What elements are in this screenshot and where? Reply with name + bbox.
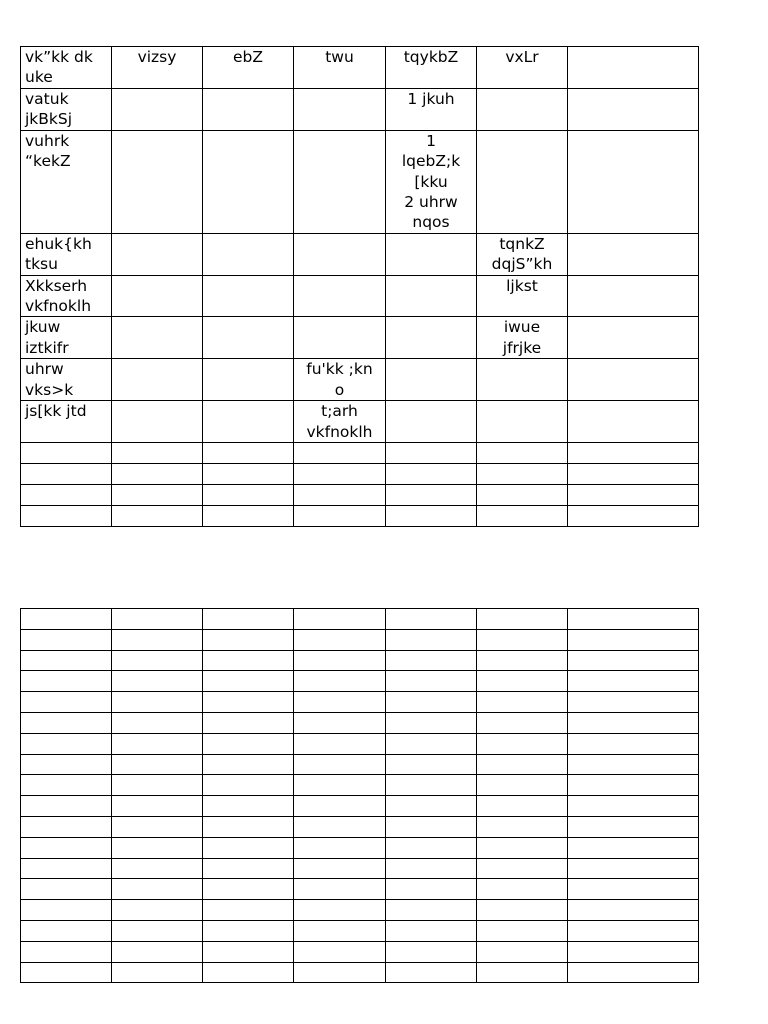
table-cell <box>203 671 294 692</box>
table-cell <box>568 464 699 485</box>
table-cell <box>568 712 699 733</box>
table-cell <box>477 89 568 131</box>
table-cell <box>203 506 294 527</box>
table-cell <box>112 796 203 817</box>
table-cell <box>21 879 112 900</box>
table-cell: fu'kk ;kn o <box>294 359 386 401</box>
table-cell: twu <box>294 47 386 89</box>
table-cell <box>386 233 477 275</box>
table-row <box>21 837 699 858</box>
table-cell <box>203 879 294 900</box>
table-cell <box>294 754 386 775</box>
table-cell <box>203 796 294 817</box>
table-cell <box>21 837 112 858</box>
table-cell <box>477 650 568 671</box>
table-cell <box>21 900 112 921</box>
table-cell <box>294 962 386 983</box>
table-cell <box>112 401 203 443</box>
table-cell <box>294 733 386 754</box>
table-cell <box>386 443 477 464</box>
table-cell <box>112 879 203 900</box>
table-row <box>21 275 699 317</box>
table-cell <box>568 233 699 275</box>
table-row <box>21 464 699 485</box>
table-cell <box>568 837 699 858</box>
table-row <box>21 650 699 671</box>
blank-table <box>20 608 699 983</box>
table-cell <box>294 275 386 317</box>
table-cell <box>568 671 699 692</box>
table-cell <box>386 464 477 485</box>
table-row <box>21 879 699 900</box>
table-cell <box>203 858 294 879</box>
table-cell <box>112 130 203 233</box>
table-cell <box>112 712 203 733</box>
table-cell <box>477 671 568 692</box>
table-cell <box>386 275 477 317</box>
table-cell <box>477 754 568 775</box>
table-cell <box>477 879 568 900</box>
table-cell <box>21 671 112 692</box>
table-cell <box>386 401 477 443</box>
table-cell <box>294 796 386 817</box>
table-row <box>21 485 699 506</box>
table-cell: jkuw iztkifr <box>21 317 112 359</box>
table-cell <box>112 920 203 941</box>
table-cell <box>477 837 568 858</box>
table-row <box>21 443 699 464</box>
table-cell <box>112 837 203 858</box>
table-cell <box>203 609 294 630</box>
table-cell <box>386 962 477 983</box>
table-cell <box>294 464 386 485</box>
table-cell <box>21 733 112 754</box>
table-cell <box>568 89 699 131</box>
table-cell <box>568 443 699 464</box>
table-cell <box>203 650 294 671</box>
table-cell: vizsy <box>112 47 203 89</box>
table-cell <box>477 712 568 733</box>
table-cell <box>294 775 386 796</box>
table-cell <box>112 733 203 754</box>
table-cell <box>112 900 203 921</box>
table-cell <box>21 506 112 527</box>
table-row <box>21 692 699 713</box>
table-cell <box>203 920 294 941</box>
table-cell <box>203 712 294 733</box>
table-cell <box>386 941 477 962</box>
table-cell <box>568 858 699 879</box>
table-cell <box>477 733 568 754</box>
table-cell <box>386 485 477 506</box>
table-cell <box>386 671 477 692</box>
table-cell <box>294 858 386 879</box>
table-cell <box>568 733 699 754</box>
table-cell <box>21 816 112 837</box>
table-row <box>21 671 699 692</box>
table-cell <box>477 485 568 506</box>
table-cell <box>203 816 294 837</box>
table-cell <box>386 754 477 775</box>
table-cell <box>21 941 112 962</box>
table-cell <box>477 796 568 817</box>
table-cell <box>112 609 203 630</box>
table-cell <box>203 775 294 796</box>
table-cell <box>203 941 294 962</box>
table-row <box>21 816 699 837</box>
table-cell <box>203 359 294 401</box>
table-row <box>21 401 699 443</box>
table-cell <box>294 692 386 713</box>
table-cell <box>21 754 112 775</box>
table-cell <box>386 692 477 713</box>
table-cell <box>203 754 294 775</box>
table-cell <box>477 629 568 650</box>
table-cell <box>112 775 203 796</box>
table-cell <box>112 671 203 692</box>
table-row <box>21 317 699 359</box>
table-cell: 1 lqebZ;k [kku 2 uhrw nqos <box>386 130 477 233</box>
table-cell <box>112 233 203 275</box>
table-cell: vuhrk “kekZ <box>21 130 112 233</box>
table-cell <box>112 629 203 650</box>
table-cell <box>21 858 112 879</box>
table-cell <box>386 900 477 921</box>
table-row <box>21 941 699 962</box>
table-cell <box>203 485 294 506</box>
table-cell <box>203 464 294 485</box>
table-cell <box>21 609 112 630</box>
table-cell <box>568 401 699 443</box>
table-row <box>21 920 699 941</box>
table-row <box>21 629 699 650</box>
table-cell <box>294 317 386 359</box>
table-cell <box>477 962 568 983</box>
table-cell <box>203 733 294 754</box>
table-cell: ehuk{kh tksu <box>21 233 112 275</box>
table-cell <box>21 443 112 464</box>
table-cell <box>568 796 699 817</box>
table-cell <box>568 359 699 401</box>
table-cell <box>568 130 699 233</box>
table-cell <box>386 837 477 858</box>
table-cell: ebZ <box>203 47 294 89</box>
table-cell <box>112 941 203 962</box>
table-cell <box>568 754 699 775</box>
table-row <box>21 712 699 733</box>
table-cell: Xkkserh vkfnoklh <box>21 275 112 317</box>
table-cell <box>294 506 386 527</box>
table-cell <box>112 858 203 879</box>
table-cell <box>203 275 294 317</box>
table-cell <box>112 443 203 464</box>
table-row <box>21 900 699 921</box>
table-cell <box>477 941 568 962</box>
table-cell <box>294 650 386 671</box>
schedule-table <box>20 46 699 527</box>
table-cell <box>203 629 294 650</box>
table-cell <box>477 401 568 443</box>
table-cell <box>568 879 699 900</box>
table-row <box>21 962 699 983</box>
table-row <box>21 130 699 233</box>
table-cell <box>294 712 386 733</box>
table-row <box>21 47 699 89</box>
table-cell <box>386 609 477 630</box>
table-row <box>21 858 699 879</box>
table-cell <box>386 879 477 900</box>
table-row <box>21 609 699 630</box>
table-cell <box>568 317 699 359</box>
table-cell <box>568 609 699 630</box>
table-cell <box>21 962 112 983</box>
table-cell <box>568 692 699 713</box>
table-cell <box>112 317 203 359</box>
table-cell <box>568 816 699 837</box>
table-cell <box>294 485 386 506</box>
table-cell <box>386 650 477 671</box>
table-cell <box>386 733 477 754</box>
table-cell <box>21 796 112 817</box>
table-cell: uhrw vks>k <box>21 359 112 401</box>
table-cell <box>568 650 699 671</box>
table-cell <box>477 130 568 233</box>
table-cell <box>112 816 203 837</box>
table-cell <box>294 89 386 131</box>
table-cell <box>203 443 294 464</box>
table-cell <box>568 275 699 317</box>
table-cell <box>477 443 568 464</box>
table-cell <box>386 506 477 527</box>
table-row <box>21 796 699 817</box>
table-cell <box>477 858 568 879</box>
table-cell <box>477 775 568 796</box>
table-cell: tqnkZ dqjS”kh <box>477 233 568 275</box>
table-cell <box>203 962 294 983</box>
table-cell <box>386 816 477 837</box>
table-cell: ljkst <box>477 275 568 317</box>
table-cell <box>477 609 568 630</box>
table-cell <box>21 650 112 671</box>
table-cell <box>21 692 112 713</box>
table-row <box>21 233 699 275</box>
table-cell <box>568 920 699 941</box>
table-cell <box>203 837 294 858</box>
table-cell <box>294 443 386 464</box>
table-cell <box>203 233 294 275</box>
table-cell <box>386 858 477 879</box>
table-cell <box>294 671 386 692</box>
table-cell <box>386 712 477 733</box>
table-cell: vk”kk dk uke <box>21 47 112 89</box>
table-cell <box>568 629 699 650</box>
table-cell <box>568 47 699 89</box>
table-cell <box>112 754 203 775</box>
table-cell <box>112 275 203 317</box>
table-cell <box>294 900 386 921</box>
table-cell <box>203 900 294 921</box>
table-cell <box>203 401 294 443</box>
table-cell <box>386 629 477 650</box>
table-cell <box>568 900 699 921</box>
table-cell <box>294 130 386 233</box>
table-row <box>21 733 699 754</box>
table-cell <box>294 837 386 858</box>
table-cell <box>203 692 294 713</box>
table-cell <box>477 900 568 921</box>
table-cell <box>21 485 112 506</box>
table-cell <box>112 506 203 527</box>
table-cell <box>477 506 568 527</box>
table-cell <box>112 485 203 506</box>
table-cell <box>203 317 294 359</box>
table-cell <box>294 816 386 837</box>
table-cell <box>477 816 568 837</box>
table-cell <box>294 629 386 650</box>
table-cell <box>203 89 294 131</box>
table-cell <box>386 796 477 817</box>
table-cell: js[kk jtd <box>21 401 112 443</box>
table-cell <box>112 359 203 401</box>
table-cell <box>112 650 203 671</box>
table-cell <box>386 317 477 359</box>
table-row <box>21 775 699 796</box>
table-cell <box>294 233 386 275</box>
table-cell <box>477 464 568 485</box>
table-cell <box>568 485 699 506</box>
table-cell <box>21 775 112 796</box>
table-cell: 1 jkuh <box>386 89 477 131</box>
table-cell <box>21 920 112 941</box>
table-cell <box>294 941 386 962</box>
table-cell <box>477 692 568 713</box>
table-cell <box>294 920 386 941</box>
table-cell <box>568 506 699 527</box>
table-cell: tqykbZ <box>386 47 477 89</box>
table-cell <box>294 609 386 630</box>
table-cell <box>568 941 699 962</box>
table-cell <box>294 879 386 900</box>
table-cell <box>21 464 112 485</box>
table-cell <box>568 775 699 796</box>
table-cell <box>112 89 203 131</box>
table-row <box>21 754 699 775</box>
table-cell <box>203 130 294 233</box>
table-cell <box>386 920 477 941</box>
table-row <box>21 359 699 401</box>
table-cell <box>21 712 112 733</box>
table-cell: iwue jfrjke <box>477 317 568 359</box>
table-cell <box>112 962 203 983</box>
table-cell <box>112 692 203 713</box>
table-cell: vatuk jkBkSj <box>21 89 112 131</box>
table-cell <box>112 464 203 485</box>
table-cell: t;arh vkfnoklh <box>294 401 386 443</box>
table-cell: vxLr <box>477 47 568 89</box>
table-cell <box>21 629 112 650</box>
table-row <box>21 89 699 131</box>
table-cell <box>386 359 477 401</box>
table-cell <box>386 775 477 796</box>
table-row <box>21 506 699 527</box>
table-cell <box>477 920 568 941</box>
table-cell <box>568 962 699 983</box>
table-cell <box>477 359 568 401</box>
